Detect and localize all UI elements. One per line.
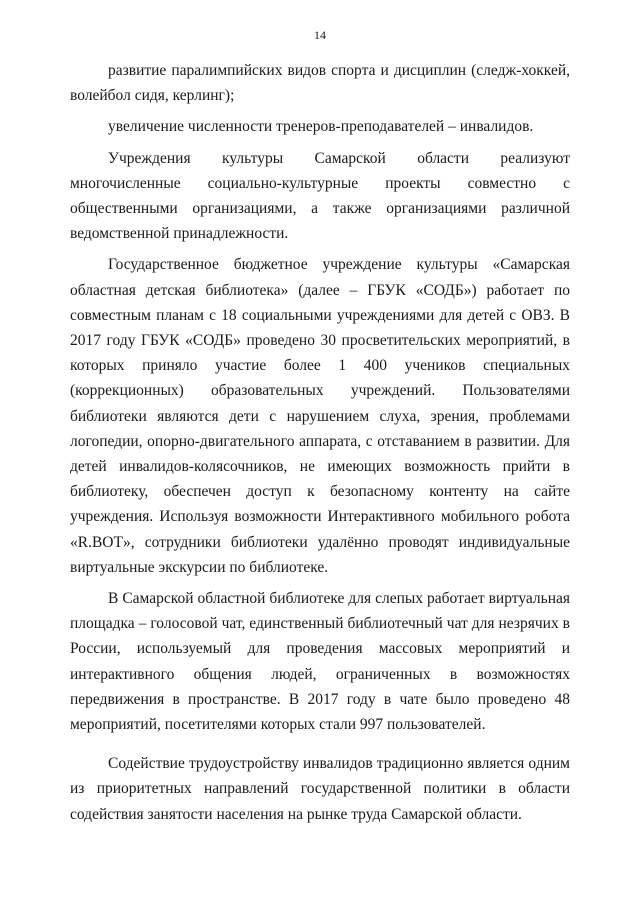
paragraph-children-library: Государственное бюджетное учреждение культуры «Самарская областная детская библиотека» (далее – ГБУК «СОДБ») работает по совместным планам с 18 социальными учреждениями для детей с ОВЗ. В 2017 году ГБУК «СОДБ» проведено 30 просветительских мероприятий, в которых приняло участие более 1 400 учеников специальных (коррекционных) образовательных учреждений. Пользователями библиотеки являются дети с нарушением слуха, зрения, проблемами логопедии, опорно-двигательного аппарата, с отставанием в развитии. Для детей инвалидов-колясочников, не имеющих возможность прийти в библиотеку, обеспечен доступ к безопасному контенту на сайте учреждения. Используя возможности Интерактивного мобильного робота «R.BOT», сотрудники библиотеки удалённо проводят индивидуальные виртуальные экскурсии по библиотеке.: [70, 256, 570, 576]
paragraph-employment: Содействие трудоустройству инвалидов традиционно является одним из приоритетных направлений государственной политики в области содействия занятости населения на рынке труда Самарской области.: [70, 755, 570, 823]
document-body: [70, 58, 570, 827]
page-number: 14: [314, 28, 326, 42]
paragraph-sports-development: развитие паралимпийских видов спорта и дисциплин (следж-хоккей, волейбол сидя, керлинг);: [70, 62, 570, 105]
paragraph-coaches-increase: увеличение численности тренеров-преподавателей – инвалидов.: [108, 118, 534, 136]
paragraph-blind-library: В Самарской областной библиотеке для слепых работает виртуальная площадка – голосовой чат, единственный библиотечный чат для незрячих в России, используемый для проведения массовых мероприятий и интерактивного общения людей, ограниченных в возможностях передвижения в пространстве. В 2017 году в чате было проведено 48 мероприятий, посетителями которых стали 997 пользователей.: [70, 590, 570, 734]
paragraph-culture-institutions: Учреждения культуры Самарской области реализуют многочисленные социально-культурные проекты совместно с общественными организациями, а также организациями различной ведомственной принадлежности.: [70, 149, 570, 243]
